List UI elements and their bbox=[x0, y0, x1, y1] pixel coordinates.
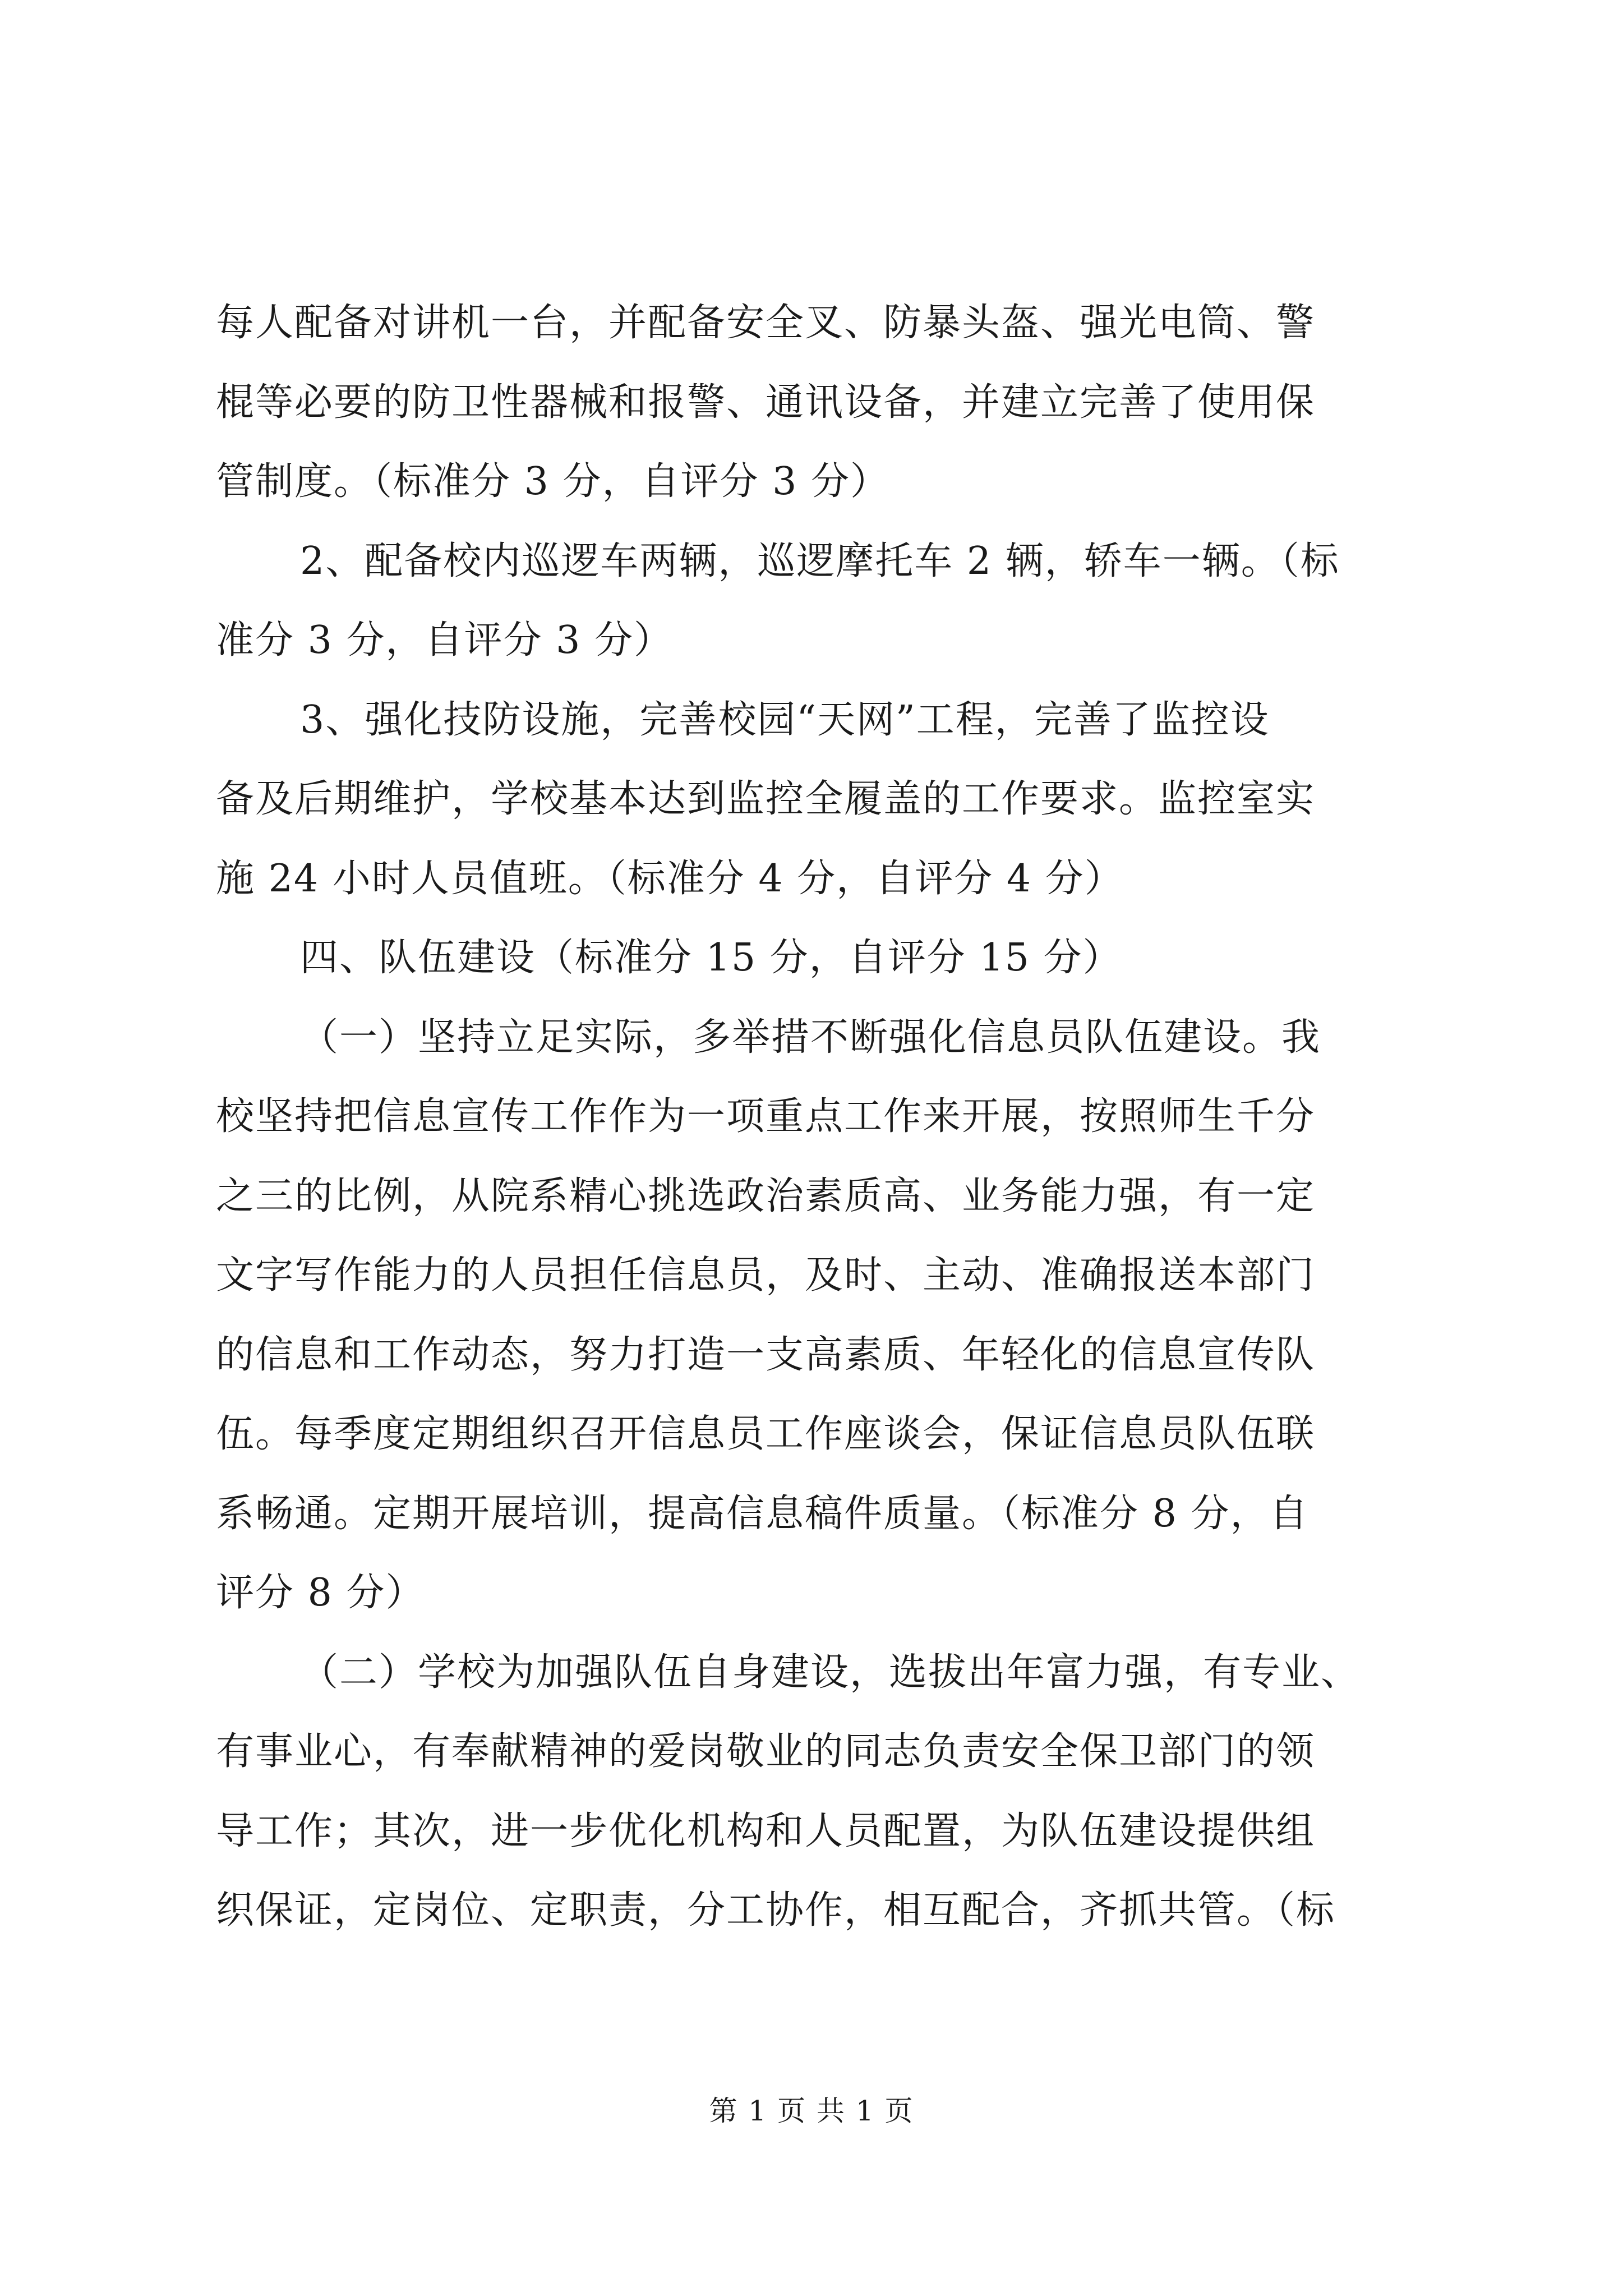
page-footer bbox=[0, 2091, 1623, 2131]
text-line: 评分 8 分） bbox=[216, 1571, 425, 1615]
text-line: 管制度。（标准分 3 分，自评分 3 分） bbox=[216, 459, 889, 504]
text-line: 有事业心，有奉献精神的爱岗敬业的同志负责安全保卫部门的领 bbox=[216, 1729, 1316, 1774]
section-heading: 四、队伍建设（标准分 15 分，自评分 15 分） bbox=[300, 936, 1122, 980]
paragraph-start-line: （一）坚持立足实际，多举措不断强化信息员队伍建设。我 bbox=[300, 1015, 1321, 1060]
paragraph-start-line: 3、强化技防设施，完善校园“天网”工程，完善了监控设 bbox=[300, 697, 1270, 742]
text-line: 文字写作能力的人员担任信息员，及时、主动、准确报送本部门 bbox=[216, 1253, 1316, 1297]
text-line: 准分 3 分，自评分 3 分） bbox=[216, 618, 673, 662]
text-line: 之三的比例，从院系精心挑选政治素质高、业务能力强，有一定 bbox=[216, 1174, 1316, 1218]
page-number-label: 第 1 页 共 1 页 bbox=[709, 2095, 914, 2127]
text-line: 每人配备对讲机一台，并配备安全叉、防暴头盔、强光电筒、警 bbox=[216, 301, 1316, 345]
text-line: 备及后期维护，学校基本达到监控全履盖的工作要求。监控室实 bbox=[216, 777, 1316, 821]
text-line: 织保证，定岗位、定职责，分工协作，相互配合，齐抓共管。（标 bbox=[216, 1888, 1336, 1932]
text-line: 导工作；其次，进一步优化机构和人员配置，为队伍建设提供组 bbox=[216, 1809, 1316, 1853]
paragraph-start-line: 2、配备校内巡逻车两辆，巡逻摩托车 2 辆，轿车一辆。（标 bbox=[300, 539, 1340, 583]
paragraph-start-line: （二）学校为加强队伍自身建设，选拔出年富力强，有专业、 bbox=[300, 1650, 1361, 1695]
text-line: 系畅通。定期开展培训，提高信息稿件质量。（标准分 8 分，自 bbox=[216, 1491, 1309, 1536]
document-body bbox=[216, 283, 1427, 1950]
text-line: 校坚持把信息宣传工作作为一项重点工作来开展，按照师生千分 bbox=[216, 1094, 1316, 1139]
text-line: 的信息和工作动态，努力打造一支高素质、年轻化的信息宣传队 bbox=[216, 1332, 1316, 1377]
text-line: 伍。每季度定期组织召开信息员工作座谈会，保证信息员队伍联 bbox=[216, 1412, 1316, 1456]
text-line: 棍等必要的防卫性器械和报警、通讯设备，并建立完善了使用保 bbox=[216, 380, 1316, 425]
text-line: 施 24 小时人员值班。（标准分 4 分，自评分 4 分） bbox=[216, 856, 1124, 901]
